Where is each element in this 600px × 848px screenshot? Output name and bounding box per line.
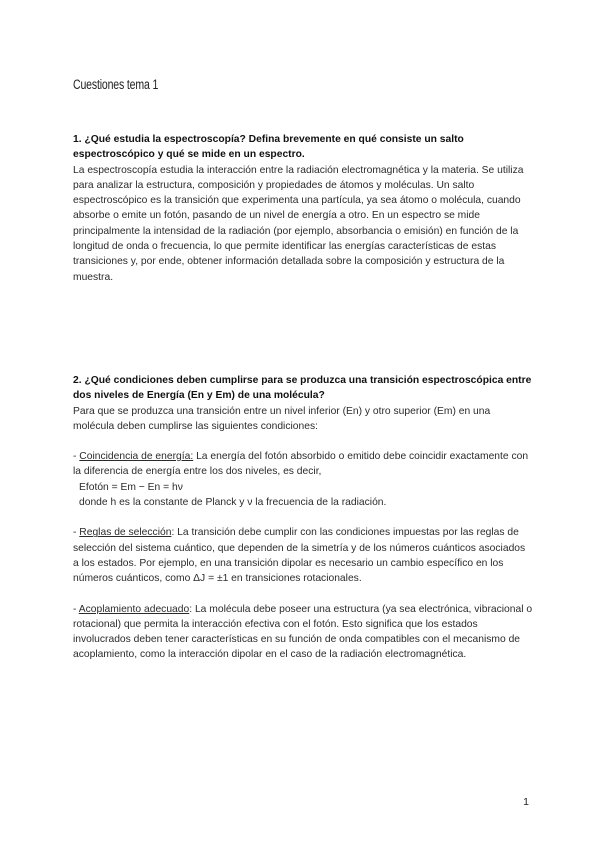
question-2-section — [73, 373, 533, 663]
condition-coupling — [73, 602, 533, 663]
question-2-heading: 2. ¿Qué condiciones deben cumplirse para se produzca una transición espectroscópica entre dos niveles de Energía (En y Em) de una molécula? — [73, 375, 532, 402]
document-title: Cuestiones tema 1 — [73, 77, 159, 92]
question-2-intro: Para que se produzca una transición entre un nivel inferior (En) y otro superior (Em) en una molécula deben cumplirse las siguientes condiciones: — [73, 405, 491, 432]
spacer — [73, 587, 533, 602]
condition-dash: - — [73, 603, 79, 615]
formula-explanation: donde h es la constante de Planck y ν la frecuencia de la radiación. — [79, 497, 387, 509]
question-1-section — [73, 132, 533, 285]
condition-term: Acoplamiento adecuado — [78, 603, 190, 615]
condition-dash: - — [73, 451, 80, 463]
condition-energy-match — [73, 449, 533, 480]
spacer — [73, 510, 533, 525]
page-number: 1 — [523, 796, 529, 808]
spacer — [73, 434, 533, 449]
condition-text: : La molécula debe poseer una estructura (ya sea electrónica, vibracional o rotacional) que permita la interacción efectiva con el fotón. Esto significa que los estados involucrados deben tener características en su función de onda compatibles con el mecanismo de acoplamiento, como la interacción dipolar en el caso de la radiación electromagnética. — [73, 603, 533, 661]
condition-text: La energía del fotón absorbido o emitido debe coincidir exactamente con la diferencia de energía entre los dos niveles, es decir, — [73, 451, 529, 478]
question-1-answer: La espectroscopía estudia la interacción entre la radiación electromagnética y la materia. Se utiliza para analizar la estructura, composición y propiedades de átomos y moléculas. Un salto espectroscópico es la transición que experimenta una partícula, ya sea átomo o molécula, cuando absorbe o emite un fotón, pasando de un nivel de energía a otro. En un espectro se mide principalmente la intensidad de la radiación (por ejemplo, absorbancia o emisión) en función de la longitud de onda o frecuencia, lo que permite identificar las energías características de estas transiciones y, por ende, obtener información detallada sobre la composición y estructura de la muestra. — [73, 164, 524, 283]
condition-term: Reglas de selección — [79, 527, 172, 539]
condition-text: : La transición debe cumplir con las condiciones impuestas por las reglas de selección del sistema cuántico, que dependen de la simetría y de los números cuánticos asociados a los estados. Por ejemplo, en una transición dipolar es necesario un cambio específico en los números cuánticos, como ΔJ = ±1 en transiciones rotacionales. — [73, 527, 526, 585]
condition-term: Coincidencia de energía: — [79, 451, 194, 463]
energy-formula: Efotón = Em − En = hν — [79, 481, 183, 493]
condition-selection-rules — [73, 525, 533, 586]
question-1-heading: 1. ¿Qué estudia la espectroscopía? Defina brevemente en qué consiste un salto espectroscópico y qué se mide en un espectro. — [73, 134, 464, 161]
condition-dash: - — [73, 527, 80, 539]
